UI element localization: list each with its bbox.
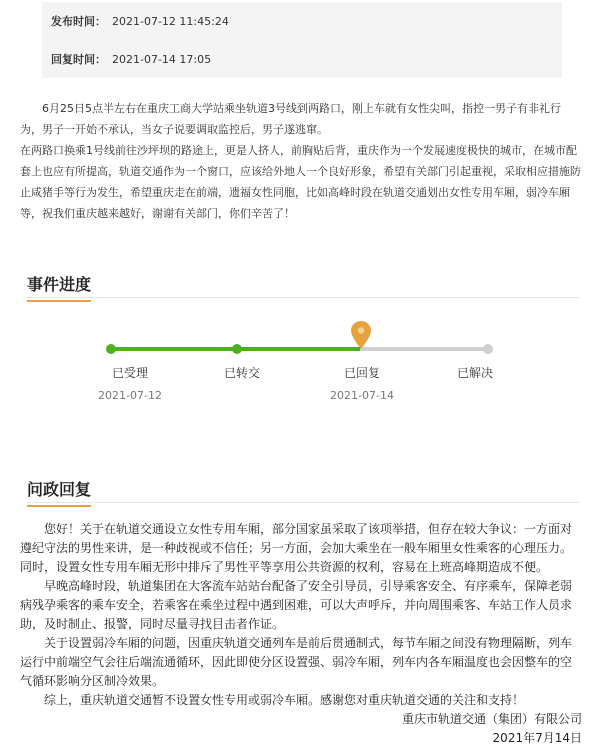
reply-signature: 重庆市轨道交通（集团）有限公司	[401, 712, 582, 726]
step-date-accepted: 2021-07-12	[98, 389, 162, 402]
reply-time-value: 2021-07-14 17:05	[112, 52, 212, 66]
reply-paragraph: 您好！关于在轨道交通设立女性专用车厢，部分国家虽采取了该项举措，但存在较大争议：一方面对遵纪守法的男性来讲，是一种歧视或不信任；另一方面，会加大乘坐在一般车厢里女性乘客的心理压力。同时，设置女性专用车厢无形中排斥了男性平等享用公共资源的权利，容易在上班高峰期造成不便。	[20, 522, 573, 574]
step-label-resolved: 已解决	[456, 366, 493, 380]
step-label-transferred: 已转交	[223, 366, 260, 380]
reply-content	[20, 520, 582, 748]
reply-sign-date: 2021年7月14日	[492, 731, 582, 745]
publish-time-row	[42, 2, 562, 40]
post-paragraph: 在两路口换乘1号线前往沙坪坝的路途上，更是人挤人，前胸贴后背，重庆作为一个发展速度极快的城市，在城市配套上也应有所提高，轨道交通作为一个窗口，应该给外地人一个良好形象，希望有关部门引起重视，采取相应措施防止咸猪手等行为发生，希望重庆走在前端，遗福女性同胞，比如高峰时段在轨道交通划出女性专用车厢，弱冷车厢等，祝我们重庆越来越好，谢谢有关部门，你们辛苦了！	[20, 144, 581, 220]
publish-time-value: 2021-07-12 11:45:24	[112, 14, 229, 28]
reply-paragraph: 早晚高峰时段，轨道集团在大客流车站站台配备了安全引导员，引导乘客安全、有序乘车，保障老弱病残孕乘客的乘车安全，若乘客在乘坐过程中遇到困难，可以大声呼斥，并向周围乘客、车站工作人员求助，及时制止、报警，同时尽量寻找目击者作证。	[20, 579, 573, 631]
progress-section-title: 事件进度	[27, 272, 91, 302]
step-label-replied: 已回复	[343, 366, 380, 380]
post-content	[20, 98, 582, 224]
progress-dot-resolved	[483, 344, 493, 354]
step-date-replied: 2021-07-14	[330, 389, 394, 402]
progress-divider	[27, 297, 580, 298]
current-step-pin-icon	[351, 321, 371, 349]
reply-divider	[27, 502, 580, 503]
reply-paragraph: 综上，重庆轨道交通暂不设置女性专用或弱冷车厢。感谢您对重庆轨道交通的关注和支持！	[44, 693, 525, 707]
progress-track-pending	[360, 347, 488, 351]
step-label-accepted: 已受理	[111, 366, 148, 380]
reply-paragraph: 关于设置弱冷车厢的问题，因重庆轨道交通列车是前后贯通制式，每节车厢之间没有物理隔断，列车运行中前端空气会往后端流通循环，因此即使分区设置强、弱冷车厢，列车内各车厢温度也会因整车的空气循环影响分区制冷效果。	[20, 636, 573, 688]
post-paragraph: 6月25日5点半左右在重庆工商大学站乘坐轨道3号线到两路口，刚上车就有女性尖叫，指控一男子有非礼行为，男子一开始不承认，当女子说要调取监控后，男子遂逃窜。	[20, 102, 561, 136]
reply-time-label: 回复时间：	[51, 53, 106, 66]
publish-time-label: 发布时间：	[51, 15, 106, 28]
progress-dot-transferred	[232, 344, 242, 354]
reply-time-row	[42, 40, 562, 78]
progress-dot-accepted	[106, 344, 116, 354]
reply-section-title: 问政回复	[27, 477, 91, 507]
